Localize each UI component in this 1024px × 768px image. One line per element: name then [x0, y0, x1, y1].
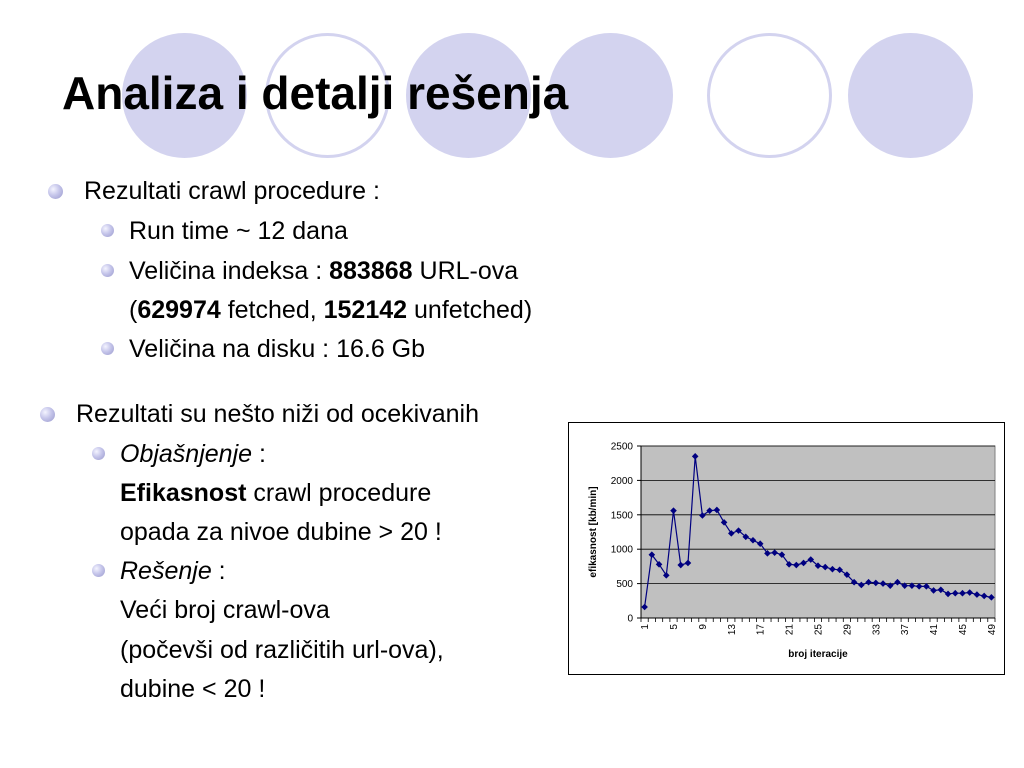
bullet-run-time: Run time ~ 12 dana — [129, 217, 348, 245]
bullet-dot — [92, 447, 105, 460]
x-tick-label: 5 — [669, 624, 681, 630]
paren-open: ( — [129, 296, 138, 324]
x-tick-label: 21 — [784, 624, 796, 636]
solution-label: Rešenje — [120, 557, 212, 585]
unfetched-value: 152142 — [323, 296, 408, 324]
solution-line-2: (počevši od različitih url-ova), — [120, 636, 444, 664]
index-size-label: Veličina indeksa : — [129, 257, 330, 285]
solution-line-3: dubine < 20 ! — [120, 675, 266, 703]
bullet-dot — [101, 224, 114, 237]
efficiency-line — [120, 479, 431, 508]
x-tick-label: 41 — [929, 624, 941, 636]
x-tick-label: 17 — [755, 624, 767, 636]
fetched-value: 629974 — [137, 296, 221, 324]
x-tick-label: 37 — [900, 624, 912, 636]
bullet-solution — [120, 557, 226, 586]
efficiency-rest: crawl procedure — [246, 479, 432, 507]
y-tick-label: 0 — [627, 613, 633, 625]
bullet-explanation — [120, 440, 266, 469]
bullet-crawl-results: Rezultati crawl procedure : — [84, 177, 380, 205]
y-tick-label: 500 — [616, 579, 633, 591]
y-tick-label: 2000 — [610, 475, 633, 487]
bullet-dot — [101, 342, 114, 355]
x-tick-label: 1 — [640, 624, 652, 630]
x-axis-label: broj iteracije — [788, 649, 848, 660]
bullet-dot — [101, 264, 114, 277]
bullet-fetched-detail — [129, 296, 532, 325]
decor-circle-6 — [848, 33, 973, 158]
efficiency-chart — [568, 422, 1005, 675]
slide-title: Analiza i detalji rešenja — [62, 67, 569, 119]
bullet-results-lower: Rezultati su nešto niži od ocekivanih — [76, 400, 480, 428]
x-tick-label: 33 — [871, 624, 883, 636]
bullet-disk-size: Veličina na disku : 16.6 Gb — [129, 335, 426, 363]
index-size-value: 883868 — [329, 257, 413, 285]
x-tick-label: 25 — [813, 624, 825, 636]
unfetched-label: unfetched) — [407, 296, 533, 324]
x-tick-label: 13 — [726, 624, 738, 636]
x-tick-label: 9 — [697, 624, 709, 630]
y-tick-label: 1000 — [610, 544, 633, 556]
bullet-dot — [92, 564, 105, 577]
x-tick-label: 49 — [986, 624, 998, 636]
solution-colon: : — [211, 557, 226, 585]
y-tick-label: 1500 — [610, 510, 633, 522]
explanation-label: Objašnjenje — [120, 440, 253, 468]
x-tick-label: 45 — [957, 624, 969, 636]
index-size-unit: URL-ova — [412, 257, 519, 285]
depth-decrease-line: opada za nivoe dubine > 20 ! — [120, 518, 442, 546]
fetched-label: fetched, — [220, 296, 324, 324]
bullet-index-size — [129, 257, 518, 286]
efficiency-chart-svg — [569, 423, 1006, 676]
explanation-colon: : — [252, 440, 266, 468]
x-tick-label: 29 — [842, 624, 854, 636]
bullet-dot — [48, 184, 63, 199]
efficiency-word: Efikasnost — [120, 479, 247, 507]
bullet-dot — [40, 407, 55, 422]
solution-line-1: Veći broj crawl-ova — [120, 596, 330, 624]
y-axis-label: efikasnost [kb/min] — [588, 486, 599, 578]
y-tick-label: 2500 — [610, 441, 633, 453]
decor-circle-5 — [707, 33, 832, 158]
